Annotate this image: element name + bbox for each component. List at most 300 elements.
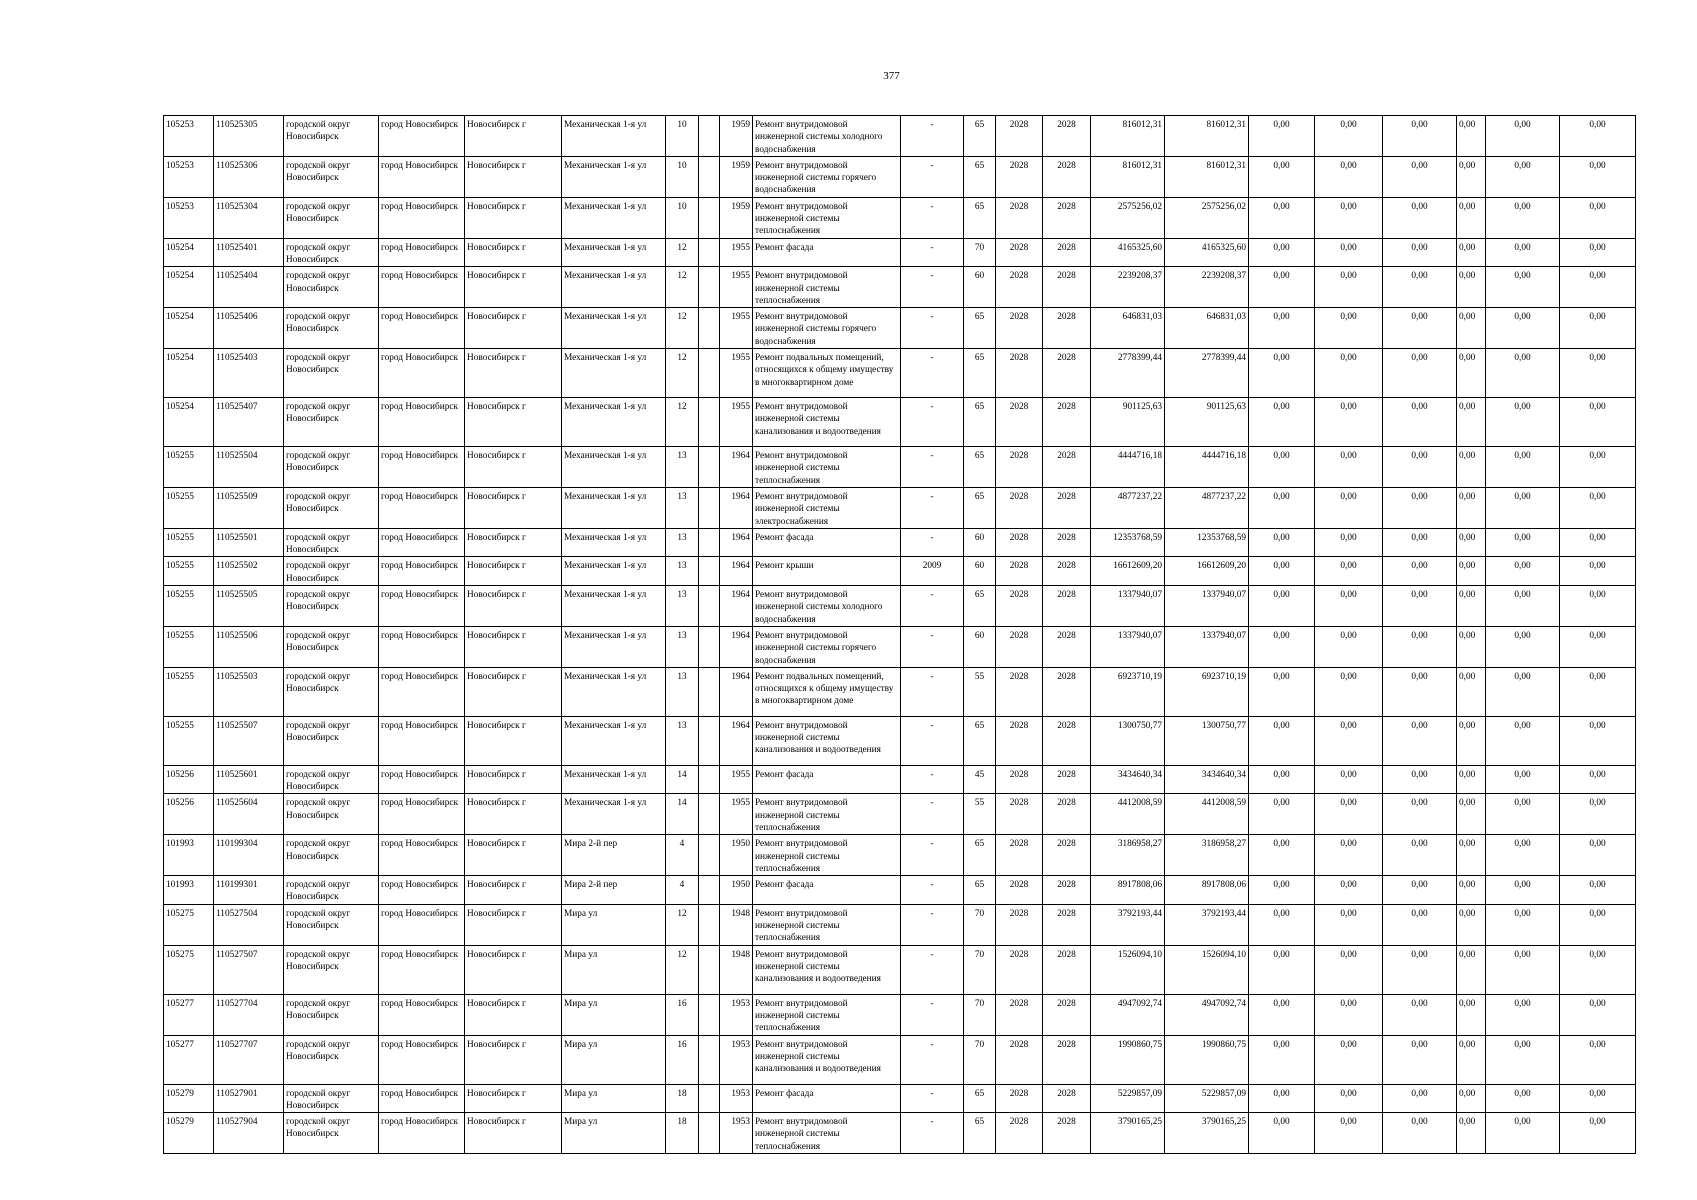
cell-street: Механическая 1-я ул: [562, 238, 666, 267]
cell-plan-year-end: 2028: [1043, 1113, 1091, 1154]
cell-house-number: 10: [666, 197, 699, 238]
cell-cost-fund: 1990860,75: [1165, 1035, 1249, 1084]
cell-municipal-district: городской округ Новосибирск: [284, 1084, 379, 1113]
cell-cost-col-17: 0,00: [1249, 349, 1315, 398]
cell-build-year: 1964: [720, 528, 753, 557]
cell-wear-percent: 55: [964, 667, 996, 716]
cell-cost-col-21: 0,00: [1486, 994, 1560, 1035]
cell-house-number: 12: [666, 398, 699, 447]
cell-municipal-district: городской округ Новосибирск: [284, 1113, 379, 1154]
cell-last-repair-year: -: [901, 667, 964, 716]
cell-last-repair-year: -: [901, 447, 964, 488]
cell-settlement: город Новосибирск: [379, 349, 465, 398]
cell-cost-col-20: 0,00: [1457, 586, 1486, 627]
cell-settlement: город Новосибирск: [379, 876, 465, 905]
cell-city: Новосибирск г: [465, 398, 562, 447]
cell-municipal-district: городской округ Новосибирск: [284, 794, 379, 835]
cell-work-type: Ремонт внутридомовой инженерной системы канализования и водоотведения: [753, 945, 901, 994]
cell-work-type: Ремонт внутридомовой инженерной системы горячего водоснабжения: [753, 626, 901, 667]
cell-cost-col-22: 0,00: [1560, 1035, 1636, 1084]
cell-work-id: 110525306: [214, 156, 284, 197]
cell-build-year: 1953: [720, 1113, 753, 1154]
cell-work-id: 110525507: [214, 716, 284, 765]
cell-last-repair-year: -: [901, 945, 964, 994]
cell-street: Механическая 1-я ул: [562, 487, 666, 528]
cell-street: Мира ул: [562, 1113, 666, 1154]
cell-plan-year-start: 2028: [996, 238, 1043, 267]
table-row: [164, 267, 1636, 308]
cell-cost-col-17: 0,00: [1249, 487, 1315, 528]
cell-build-year: 1948: [720, 904, 753, 945]
cell-building: [699, 626, 720, 667]
cell-cost-col-18: 0,00: [1315, 626, 1383, 667]
cell-cost-col-22: 0,00: [1560, 765, 1636, 794]
cell-cost-col-21: 0,00: [1486, 586, 1560, 627]
cell-house-number: 16: [666, 994, 699, 1035]
cell-build-year: 1964: [720, 716, 753, 765]
cell-street: Механическая 1-я ул: [562, 267, 666, 308]
cell-wear-percent: 65: [964, 197, 996, 238]
cell-cost-col-17: 0,00: [1249, 447, 1315, 488]
cell-wear-percent: 65: [964, 308, 996, 349]
cell-last-repair-year: -: [901, 156, 964, 197]
cell-cost-col-22: 0,00: [1560, 626, 1636, 667]
cell-cost-col-19: 0,00: [1383, 557, 1457, 586]
cell-cost-col-21: 0,00: [1486, 1113, 1560, 1154]
cell-settlement: город Новосибирск: [379, 116, 465, 157]
cell-cost-col-21: 0,00: [1486, 349, 1560, 398]
cell-total-cost: 1300750,77: [1091, 716, 1165, 765]
cell-wear-percent: 60: [964, 626, 996, 667]
cell-last-repair-year: -: [901, 626, 964, 667]
cell-cost-col-20: 0,00: [1457, 528, 1486, 557]
cell-build-year: 1953: [720, 1084, 753, 1113]
cell-work-type: Ремонт внутридомовой инженерной системы теплоснабжения: [753, 794, 901, 835]
cell-work-type: Ремонт внутридомовой инженерной системы канализования и водоотведения: [753, 716, 901, 765]
cell-cost-col-19: 0,00: [1383, 716, 1457, 765]
cell-building: [699, 447, 720, 488]
cell-cost-col-22: 0,00: [1560, 835, 1636, 876]
cell-cost-col-18: 0,00: [1315, 238, 1383, 267]
cell-work-type: Ремонт фасада: [753, 528, 901, 557]
cell-house-number: 12: [666, 904, 699, 945]
cell-plan-year-start: 2028: [996, 765, 1043, 794]
cell-building: [699, 398, 720, 447]
cell-last-repair-year: -: [901, 876, 964, 905]
cell-plan-year-start: 2028: [996, 904, 1043, 945]
cell-municipal-district: городской округ Новосибирск: [284, 557, 379, 586]
cell-cost-col-17: 0,00: [1249, 994, 1315, 1035]
cell-municipal-district: городской округ Новосибирск: [284, 716, 379, 765]
cell-cost-col-22: 0,00: [1560, 238, 1636, 267]
cell-cost-col-20: 0,00: [1457, 1113, 1486, 1154]
cell-cost-col-18: 0,00: [1315, 197, 1383, 238]
cell-last-repair-year: -: [901, 716, 964, 765]
cell-cost-col-18: 0,00: [1315, 1084, 1383, 1113]
cell-cost-col-19: 0,00: [1383, 308, 1457, 349]
table-row: [164, 528, 1636, 557]
cell-house-id: 105253: [164, 156, 214, 197]
cell-settlement: город Новосибирск: [379, 447, 465, 488]
cell-plan-year-start: 2028: [996, 1113, 1043, 1154]
cell-cost-col-18: 0,00: [1315, 904, 1383, 945]
cell-work-id: 110527507: [214, 945, 284, 994]
cell-house-id: 105255: [164, 667, 214, 716]
cell-building: [699, 557, 720, 586]
cell-cost-col-22: 0,00: [1560, 197, 1636, 238]
cell-cost-col-20: 0,00: [1457, 156, 1486, 197]
cell-cost-fund: 646831,03: [1165, 308, 1249, 349]
cell-build-year: 1950: [720, 876, 753, 905]
cell-cost-col-19: 0,00: [1383, 398, 1457, 447]
cell-municipal-district: городской округ Новосибирск: [284, 904, 379, 945]
cell-wear-percent: 65: [964, 586, 996, 627]
cell-house-number: 10: [666, 156, 699, 197]
cell-cost-col-17: 0,00: [1249, 238, 1315, 267]
cell-city: Новосибирск г: [465, 447, 562, 488]
cell-cost-col-20: 0,00: [1457, 716, 1486, 765]
cell-work-type: Ремонт внутридомовой инженерной системы холодного водоснабжения: [753, 586, 901, 627]
cell-cost-fund: 901125,63: [1165, 398, 1249, 447]
cell-city: Новосибирск г: [465, 994, 562, 1035]
cell-city: Новосибирск г: [465, 945, 562, 994]
cell-building: [699, 716, 720, 765]
cell-cost-col-17: 0,00: [1249, 267, 1315, 308]
cell-cost-col-20: 0,00: [1457, 349, 1486, 398]
cell-wear-percent: 65: [964, 349, 996, 398]
cell-work-id: 110525604: [214, 794, 284, 835]
table-row: [164, 794, 1636, 835]
cell-cost-col-19: 0,00: [1383, 626, 1457, 667]
cell-work-id: 110527901: [214, 1084, 284, 1113]
table-row: [164, 116, 1636, 157]
cell-cost-col-20: 0,00: [1457, 197, 1486, 238]
cell-cost-col-19: 0,00: [1383, 487, 1457, 528]
cell-wear-percent: 70: [964, 1035, 996, 1084]
cell-cost-col-21: 0,00: [1486, 835, 1560, 876]
cell-house-id: 105279: [164, 1084, 214, 1113]
cell-settlement: город Новосибирск: [379, 765, 465, 794]
cell-municipal-district: городской округ Новосибирск: [284, 398, 379, 447]
cell-total-cost: 4412008,59: [1091, 794, 1165, 835]
cell-total-cost: 1337940,07: [1091, 586, 1165, 627]
cell-cost-col-22: 0,00: [1560, 116, 1636, 157]
cell-cost-col-17: 0,00: [1249, 197, 1315, 238]
cell-house-id: 105255: [164, 487, 214, 528]
cell-cost-col-21: 0,00: [1486, 267, 1560, 308]
cell-cost-col-21: 0,00: [1486, 904, 1560, 945]
cell-cost-col-22: 0,00: [1560, 398, 1636, 447]
cell-work-type: Ремонт внутридомовой инженерной системы холодного водоснабжения: [753, 116, 901, 157]
cell-plan-year-end: 2028: [1043, 904, 1091, 945]
cell-building: [699, 586, 720, 627]
cell-last-repair-year: -: [901, 398, 964, 447]
cell-plan-year-start: 2028: [996, 557, 1043, 586]
cell-work-id: 110525305: [214, 116, 284, 157]
cell-cost-col-17: 0,00: [1249, 794, 1315, 835]
cell-cost-fund: 816012,31: [1165, 116, 1249, 157]
cell-cost-col-18: 0,00: [1315, 586, 1383, 627]
cell-municipal-district: городской округ Новосибирск: [284, 1035, 379, 1084]
cell-plan-year-end: 2028: [1043, 308, 1091, 349]
cell-municipal-district: городской округ Новосибирск: [284, 667, 379, 716]
cell-cost-col-18: 0,00: [1315, 557, 1383, 586]
cell-cost-col-18: 0,00: [1315, 794, 1383, 835]
cell-street: Мира ул: [562, 1035, 666, 1084]
cell-cost-col-19: 0,00: [1383, 267, 1457, 308]
cell-building: [699, 667, 720, 716]
cell-street: Механическая 1-я ул: [562, 716, 666, 765]
cell-cost-col-18: 0,00: [1315, 398, 1383, 447]
cell-house-id: 105275: [164, 904, 214, 945]
cell-cost-col-18: 0,00: [1315, 835, 1383, 876]
cell-street: Мира 2-й пер: [562, 876, 666, 905]
cell-cost-col-20: 0,00: [1457, 626, 1486, 667]
cell-work-id: 110525505: [214, 586, 284, 627]
cell-house-number: 13: [666, 716, 699, 765]
cell-cost-col-18: 0,00: [1315, 994, 1383, 1035]
cell-total-cost: 4165325,60: [1091, 238, 1165, 267]
cell-work-id: 110199304: [214, 835, 284, 876]
cell-plan-year-start: 2028: [996, 398, 1043, 447]
cell-building: [699, 835, 720, 876]
cell-work-id: 110525504: [214, 447, 284, 488]
cell-municipal-district: городской округ Новосибирск: [284, 626, 379, 667]
cell-last-repair-year: -: [901, 835, 964, 876]
cell-work-id: 110525503: [214, 667, 284, 716]
cell-house-id: 105256: [164, 765, 214, 794]
cell-cost-col-18: 0,00: [1315, 349, 1383, 398]
cell-cost-col-17: 0,00: [1249, 835, 1315, 876]
cell-work-type: Ремонт крыши: [753, 557, 901, 586]
cell-wear-percent: 65: [964, 1084, 996, 1113]
cell-plan-year-end: 2028: [1043, 398, 1091, 447]
cell-house-id: 105254: [164, 238, 214, 267]
cell-cost-col-22: 0,00: [1560, 716, 1636, 765]
cell-settlement: город Новосибирск: [379, 794, 465, 835]
cell-house-number: 14: [666, 794, 699, 835]
capital-repair-table: [163, 115, 1636, 1154]
cell-house-id: 101993: [164, 876, 214, 905]
cell-cost-col-19: 0,00: [1383, 876, 1457, 905]
cell-building: [699, 1035, 720, 1084]
cell-house-id: 105255: [164, 716, 214, 765]
cell-settlement: город Новосибирск: [379, 267, 465, 308]
cell-total-cost: 2778399,44: [1091, 349, 1165, 398]
cell-cost-col-20: 0,00: [1457, 1084, 1486, 1113]
cell-cost-col-18: 0,00: [1315, 116, 1383, 157]
cell-total-cost: 6923710,19: [1091, 667, 1165, 716]
cell-street: Механическая 1-я ул: [562, 586, 666, 627]
cell-build-year: 1955: [720, 794, 753, 835]
cell-cost-col-19: 0,00: [1383, 238, 1457, 267]
cell-last-repair-year: -: [901, 1084, 964, 1113]
cell-work-type: Ремонт фасада: [753, 1084, 901, 1113]
cell-wear-percent: 55: [964, 794, 996, 835]
cell-wear-percent: 65: [964, 876, 996, 905]
cell-build-year: 1948: [720, 945, 753, 994]
cell-house-number: 12: [666, 308, 699, 349]
table-row: [164, 447, 1636, 488]
cell-work-type: Ремонт внутридомовой инженерной системы канализования и водоотведения: [753, 398, 901, 447]
cell-house-number: 14: [666, 765, 699, 794]
cell-work-id: 110525502: [214, 557, 284, 586]
table-row: [164, 1035, 1636, 1084]
table-row: [164, 994, 1636, 1035]
cell-plan-year-end: 2028: [1043, 487, 1091, 528]
cell-cost-col-22: 0,00: [1560, 1084, 1636, 1113]
cell-cost-col-22: 0,00: [1560, 557, 1636, 586]
cell-plan-year-end: 2028: [1043, 197, 1091, 238]
cell-cost-col-18: 0,00: [1315, 267, 1383, 308]
cell-municipal-district: городской округ Новосибирск: [284, 835, 379, 876]
cell-plan-year-start: 2028: [996, 626, 1043, 667]
cell-cost-fund: 4947092,74: [1165, 994, 1249, 1035]
cell-house-id: 105254: [164, 349, 214, 398]
cell-municipal-district: городской округ Новосибирск: [284, 876, 379, 905]
cell-plan-year-end: 2028: [1043, 716, 1091, 765]
table-row: [164, 398, 1636, 447]
cell-total-cost: 16612609,20: [1091, 557, 1165, 586]
cell-city: Новосибирск г: [465, 626, 562, 667]
cell-build-year: 1964: [720, 557, 753, 586]
cell-building: [699, 765, 720, 794]
cell-cost-col-20: 0,00: [1457, 238, 1486, 267]
cell-building: [699, 267, 720, 308]
cell-municipal-district: городской округ Новосибирск: [284, 447, 379, 488]
cell-cost-col-17: 0,00: [1249, 156, 1315, 197]
cell-work-type: Ремонт внутридомовой инженерной системы горячего водоснабжения: [753, 156, 901, 197]
cell-last-repair-year: -: [901, 1035, 964, 1084]
cell-work-id: 110525304: [214, 197, 284, 238]
cell-settlement: город Новосибирск: [379, 1035, 465, 1084]
cell-settlement: город Новосибирск: [379, 557, 465, 586]
cell-building: [699, 1113, 720, 1154]
cell-work-id: 110525501: [214, 528, 284, 557]
cell-wear-percent: 45: [964, 765, 996, 794]
cell-building: [699, 876, 720, 905]
cell-plan-year-end: 2028: [1043, 586, 1091, 627]
cell-cost-col-22: 0,00: [1560, 586, 1636, 627]
cell-wear-percent: 65: [964, 1113, 996, 1154]
cell-work-id: 110525509: [214, 487, 284, 528]
cell-cost-col-19: 0,00: [1383, 447, 1457, 488]
cell-work-type: Ремонт внутридомовой инженерной системы теплоснабжения: [753, 994, 901, 1035]
cell-building: [699, 994, 720, 1035]
cell-cost-col-22: 0,00: [1560, 945, 1636, 994]
cell-plan-year-start: 2028: [996, 716, 1043, 765]
cell-total-cost: 816012,31: [1091, 156, 1165, 197]
cell-total-cost: 1526094,10: [1091, 945, 1165, 994]
cell-cost-col-22: 0,00: [1560, 447, 1636, 488]
cell-cost-col-22: 0,00: [1560, 308, 1636, 349]
cell-cost-col-18: 0,00: [1315, 667, 1383, 716]
cell-work-type: Ремонт внутридомовой инженерной системы теплоснабжения: [753, 197, 901, 238]
table-row: [164, 238, 1636, 267]
cell-city: Новосибирск г: [465, 557, 562, 586]
cell-cost-col-19: 0,00: [1383, 1035, 1457, 1084]
cell-cost-col-19: 0,00: [1383, 667, 1457, 716]
cell-plan-year-end: 2028: [1043, 447, 1091, 488]
table-row: [164, 1084, 1636, 1113]
cell-cost-fund: 2239208,37: [1165, 267, 1249, 308]
cell-settlement: город Новосибирск: [379, 1084, 465, 1113]
cell-total-cost: 2575256,02: [1091, 197, 1165, 238]
cell-municipal-district: городской округ Новосибирск: [284, 945, 379, 994]
cell-total-cost: 3186958,27: [1091, 835, 1165, 876]
cell-city: Новосибирск г: [465, 487, 562, 528]
cell-house-id: 105254: [164, 267, 214, 308]
cell-last-repair-year: -: [901, 267, 964, 308]
cell-cost-col-20: 0,00: [1457, 876, 1486, 905]
cell-street: Механическая 1-я ул: [562, 626, 666, 667]
cell-cost-fund: 1526094,10: [1165, 945, 1249, 994]
cell-settlement: город Новосибирск: [379, 197, 465, 238]
cell-cost-col-19: 0,00: [1383, 765, 1457, 794]
cell-settlement: город Новосибирск: [379, 528, 465, 557]
cell-total-cost: 3434640,34: [1091, 765, 1165, 794]
cell-cost-col-22: 0,00: [1560, 1113, 1636, 1154]
cell-cost-col-18: 0,00: [1315, 308, 1383, 349]
cell-total-cost: 2239208,37: [1091, 267, 1165, 308]
cell-settlement: город Новосибирск: [379, 994, 465, 1035]
cell-plan-year-end: 2028: [1043, 994, 1091, 1035]
cell-cost-col-21: 0,00: [1486, 447, 1560, 488]
cell-work-type: Ремонт внутридомовой инженерной системы горячего водоснабжения: [753, 308, 901, 349]
cell-plan-year-start: 2028: [996, 794, 1043, 835]
cell-work-type: Ремонт внутридомовой инженерной системы теплоснабжения: [753, 447, 901, 488]
cell-last-repair-year: -: [901, 238, 964, 267]
cell-build-year: 1950: [720, 835, 753, 876]
cell-house-id: 105253: [164, 197, 214, 238]
cell-cost-col-22: 0,00: [1560, 794, 1636, 835]
cell-city: Новосибирск г: [465, 116, 562, 157]
cell-plan-year-start: 2028: [996, 487, 1043, 528]
cell-wear-percent: 65: [964, 398, 996, 447]
cell-city: Новосибирск г: [465, 1113, 562, 1154]
cell-plan-year-start: 2028: [996, 197, 1043, 238]
cell-last-repair-year: -: [901, 586, 964, 627]
cell-cost-col-17: 0,00: [1249, 716, 1315, 765]
cell-municipal-district: городской округ Новосибирск: [284, 308, 379, 349]
cell-plan-year-end: 2028: [1043, 1084, 1091, 1113]
cell-plan-year-end: 2028: [1043, 765, 1091, 794]
cell-house-number: 4: [666, 835, 699, 876]
cell-cost-fund: 3186958,27: [1165, 835, 1249, 876]
cell-settlement: город Новосибирск: [379, 156, 465, 197]
cell-cost-col-22: 0,00: [1560, 667, 1636, 716]
cell-street: Мира 2-й пер: [562, 835, 666, 876]
cell-cost-col-21: 0,00: [1486, 528, 1560, 557]
table-row: [164, 945, 1636, 994]
cell-settlement: город Новосибирск: [379, 586, 465, 627]
cell-work-id: 110199301: [214, 876, 284, 905]
cell-municipal-district: городской округ Новосибирск: [284, 197, 379, 238]
cell-last-repair-year: -: [901, 904, 964, 945]
cell-cost-fund: 1337940,07: [1165, 586, 1249, 627]
cell-total-cost: 12353768,59: [1091, 528, 1165, 557]
cell-wear-percent: 65: [964, 716, 996, 765]
cell-cost-col-21: 0,00: [1486, 156, 1560, 197]
cell-house-number: 12: [666, 238, 699, 267]
cell-work-type: Ремонт фасада: [753, 765, 901, 794]
cell-city: Новосибирск г: [465, 156, 562, 197]
cell-street: Механическая 1-я ул: [562, 308, 666, 349]
cell-build-year: 1964: [720, 667, 753, 716]
cell-work-id: 110525404: [214, 267, 284, 308]
cell-cost-col-21: 0,00: [1486, 308, 1560, 349]
cell-building: [699, 1084, 720, 1113]
